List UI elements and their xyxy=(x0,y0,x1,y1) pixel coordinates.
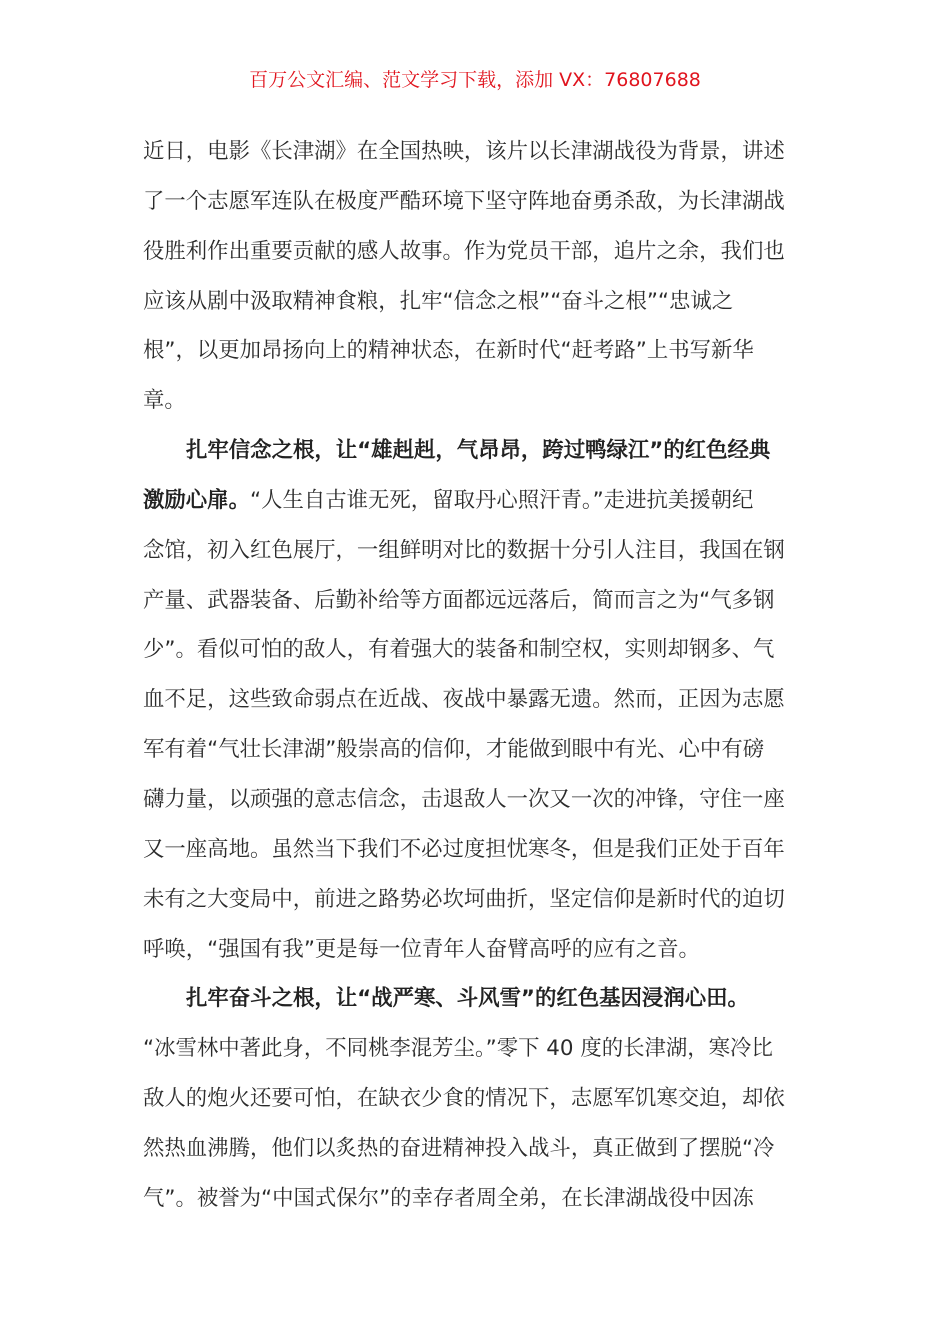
text-line xyxy=(143,979,803,1029)
paragraph-intro xyxy=(143,132,803,431)
text-line xyxy=(143,431,803,481)
document-body xyxy=(143,132,803,1229)
section-heading: 扎牢奋斗之根，让“战严寒、斗风雪”的红色基因浸润心田。 xyxy=(186,986,749,1012)
text-line: 礴力量，以顽强的意志信念，击退敌人一次又一次的冲锋，守住一座 xyxy=(143,786,785,812)
text-line: 应该从剧中汲取精神食粮，扎牢“信念之根”“奋斗之根”“忠诚之 xyxy=(143,288,734,314)
text-line: 了一个志愿军连队在极度严酷环境下坚守阵地奋勇杀敌，为长津湖战 xyxy=(143,188,785,214)
text-line: 少”。看似可怕的敌人，有着强大的装备和制空权，实则却钢多、气 xyxy=(143,637,775,663)
text-span: “人生自古谁无死，留取丹心照汗青。”走进抗美援朝纪 xyxy=(249,487,754,513)
section-heading: 扎牢信念之根，让“雄赳赳，气昂昂，跨过鸭绿江”的红色经典 xyxy=(186,438,771,464)
text-line: 军有着“气壮长津湖”般崇高的信仰，才能做到眼中有光、心中有磅 xyxy=(143,737,765,763)
text-line: 血不足，这些致命弱点在近战、夜战中暴露无遗。然而，正因为志愿 xyxy=(143,687,785,713)
text-line xyxy=(143,481,803,531)
text-line: “冰雪林中著此身，不同桃李混芳尘。”零下 40 度的长津湖，寒冷比 xyxy=(143,1036,773,1062)
section-heading: 激励心扉。 xyxy=(143,487,250,513)
text-line: 气”。被誉为“中国式保尔”的幸存者周全弟，在长津湖战役中因冻 xyxy=(143,1185,754,1211)
paragraph-struggle-root xyxy=(143,979,803,1228)
promo-header: 百万公文汇编、范文学习下载，添加 VX：76807688 xyxy=(249,69,701,91)
text-line: 念馆，初入红色展厅，一组鲜明对比的数据十分引人注目，我国在钢 xyxy=(143,537,785,563)
text-line: 章。 xyxy=(143,388,186,414)
text-line: 然热血沸腾，他们以炙热的奋进精神投入战斗，真正做到了摆脱“冷 xyxy=(143,1135,775,1161)
text-line: 未有之大变局中，前进之路势必坎坷曲折，坚定信仰是新时代的迫切 xyxy=(143,886,785,912)
text-line: 根”，以更加昂扬向上的精神状态，在新时代“赶考路”上书写新华 xyxy=(143,338,754,364)
text-line: 产量、武器装备、后勤补给等方面都远远落后，简而言之为“气多钢 xyxy=(143,587,775,613)
text-line: 又一座高地。虽然当下我们不必过度担忧寒冬，但是我们正处于百年 xyxy=(143,836,785,862)
text-line: 呼唤，“强国有我”更是每一位青年人奋臂高呼的应有之音。 xyxy=(143,936,700,962)
text-line: 役胜利作出重要贡献的感人故事。作为党员干部，追片之余，我们也 xyxy=(143,238,785,264)
text-line: 近日，电影《长津湖》在全国热映，该片以长津湖战役为背景，讲述 xyxy=(143,139,785,164)
text-line: 敌人的炮火还要可怕，在缺衣少食的情况下，志愿军饥寒交迫，却依 xyxy=(143,1086,785,1112)
paragraph-faith-root xyxy=(143,431,803,979)
